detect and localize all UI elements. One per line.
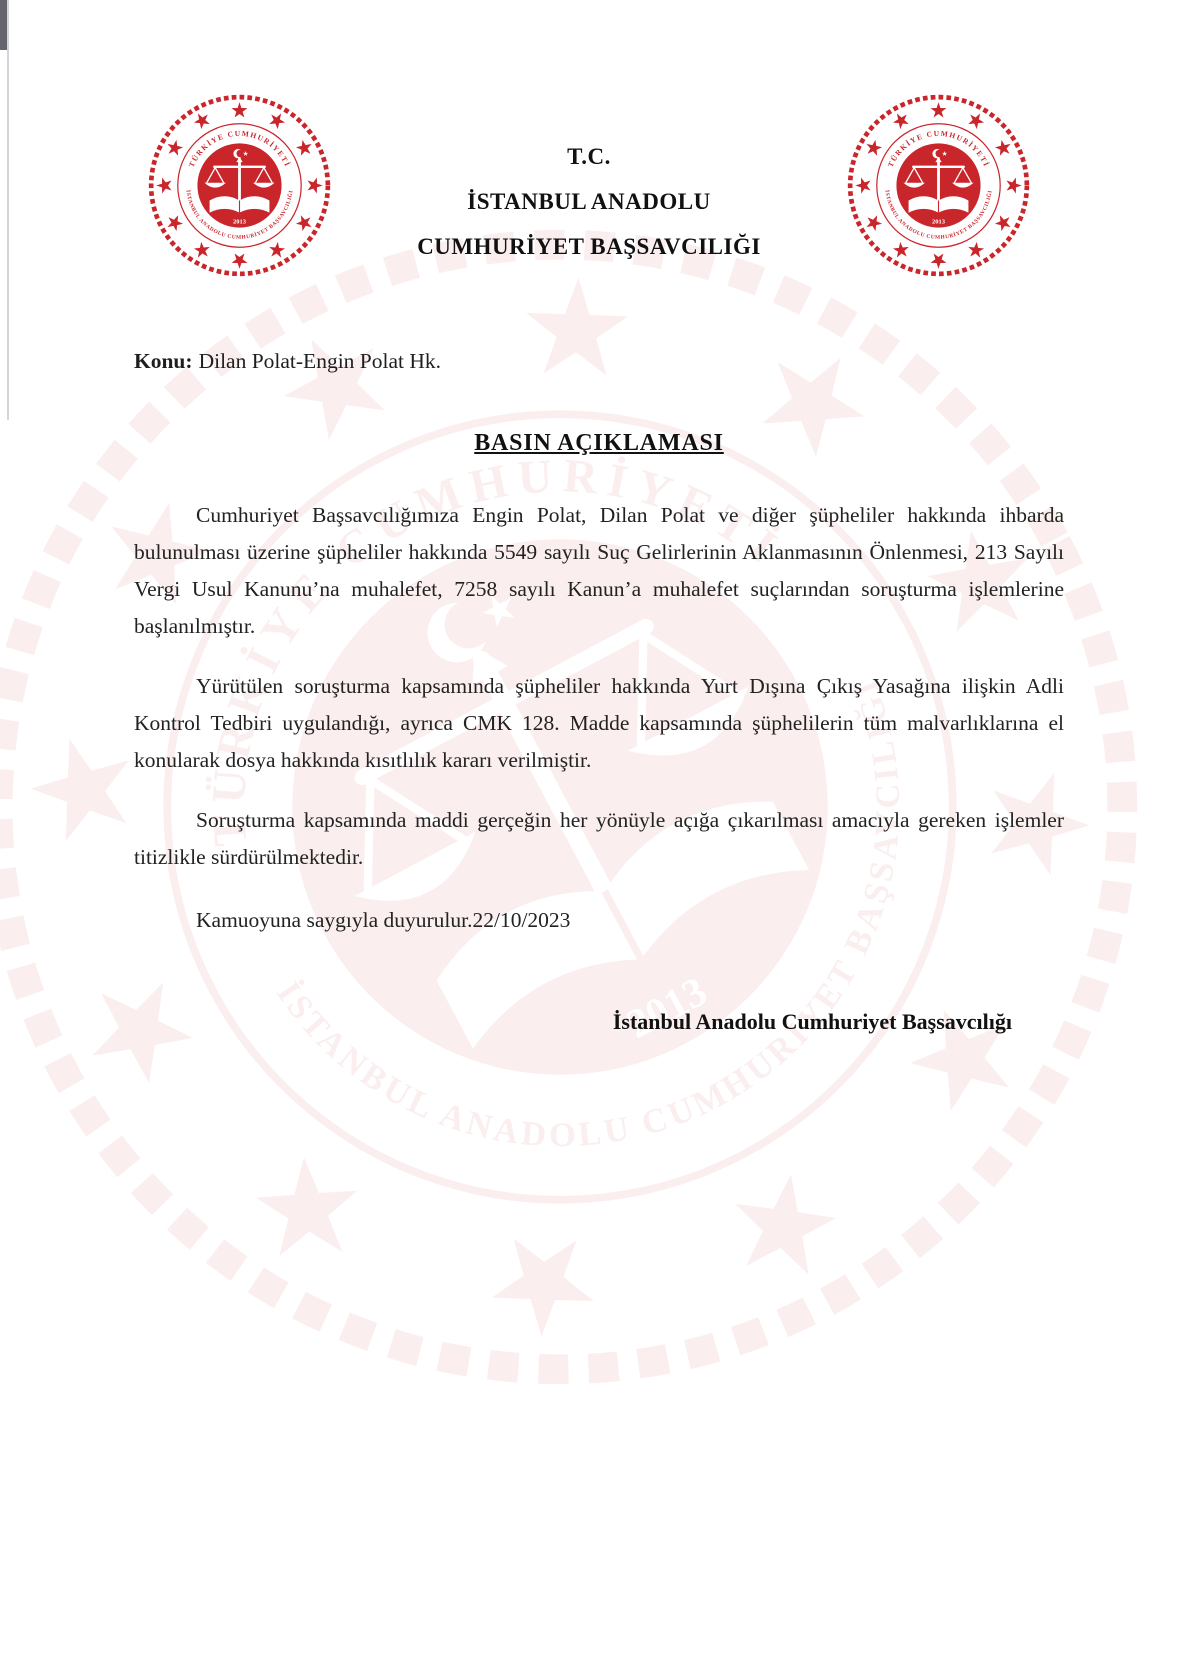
document-header <box>0 0 1200 279</box>
subject-text: Dilan Polat-Engin Polat Hk. <box>198 349 442 373</box>
paragraph-investigation-start: Cumhuriyet Başsavcılığımıza Engin Polat, Dilan Polat ve diğer şüpheliler hakkında ihbarda bulunulması üzerine şüpheliler hakkında 5549 sayılı Suç Gelirlerinin Aklanmasının Önlenmesi, 213 Sayılı Vergi Usul Kanunu’na muhalefet, 7258 sayılı Kanun’a muhalefet suçlarından soruşturma işlemlerine başlanılmıştır. <box>134 503 1064 638</box>
right-prosecutor-seal-emblem <box>845 92 1032 279</box>
signature-line: İstanbul Anadolu Cumhuriyet Başsavcılığı <box>612 1009 1012 1034</box>
document-body <box>0 349 1200 1035</box>
header-title-block <box>333 92 845 269</box>
header-line-bassavcilik: CUMHURİYET BAŞSAVCILIĞI <box>417 234 761 259</box>
document-title: BASIN AÇIKLAMASI <box>474 430 724 456</box>
subject-line <box>134 349 1064 374</box>
paragraph-judicial-measures: Yürütülen soruşturma kapsamında şüpheliler hakkında Yurt Dışına Çıkış Yasağına ilişkin Adli Kontrol Tedbiri uygulandığı, ayrıca CMK 128. Madde kapsamında şüphelilerin tüm malvarlıklarına el konularak dosya hakkında kısıtlılık kararı verilmiştir. <box>134 674 1064 772</box>
paragraph-ongoing-process: Soruşturma kapsamında maddi gerçeğin her yönüyle açığa çıkarılması amacıyla gereken işlemler titizlikle sürdürülmektedir. <box>134 808 1064 869</box>
header-line-istanbul-anadolu: İSTANBUL ANADOLU <box>467 189 711 214</box>
left-prosecutor-seal-emblem <box>146 92 333 279</box>
closing-date-line: Kamuoyuna saygıyla duyurulur.22/10/2023 <box>196 908 571 932</box>
subject-label: Konu: <box>134 349 193 373</box>
header-line-tc: T.C. <box>567 144 611 169</box>
